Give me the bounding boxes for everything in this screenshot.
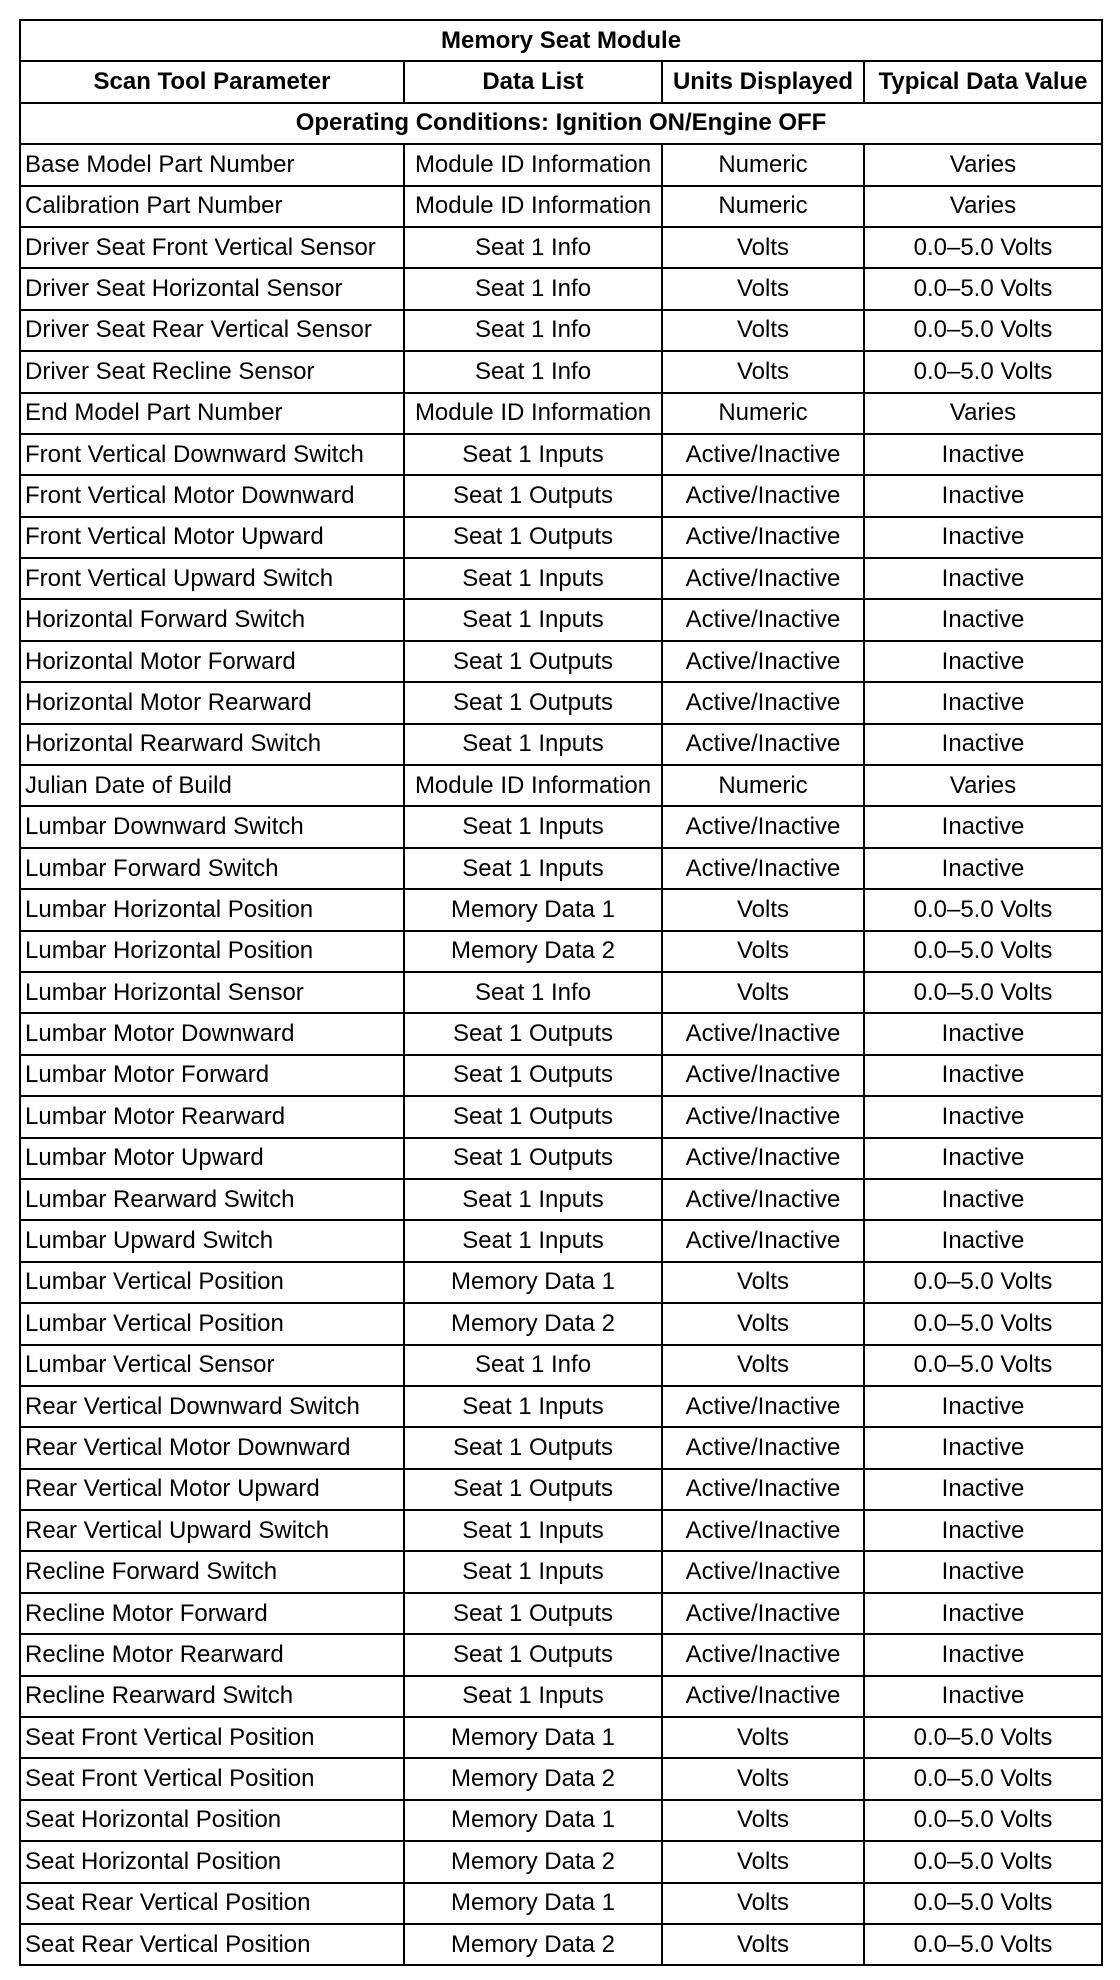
cell-scan-tool-parameter: Driver Seat Horizontal Sensor	[20, 268, 404, 309]
table-row	[20, 1469, 1102, 1510]
cell-units-displayed: Numeric	[662, 393, 864, 434]
cell-data-list: Seat 1 Inputs	[404, 599, 662, 640]
cell-units-displayed: Numeric	[662, 765, 864, 806]
cell-data-list: Seat 1 Inputs	[404, 1386, 662, 1427]
cell-data-list: Memory Data 2	[404, 1758, 662, 1799]
cell-units-displayed: Active/Inactive	[662, 1593, 864, 1634]
table-row	[20, 1096, 1102, 1137]
cell-scan-tool-parameter: Rear Vertical Upward Switch	[20, 1510, 404, 1551]
cell-scan-tool-parameter: Recline Motor Forward	[20, 1593, 404, 1634]
cell-typical-data-value: 0.0–5.0 Volts	[864, 972, 1102, 1013]
memory-seat-data-table	[19, 19, 1103, 1966]
cell-data-list: Seat 1 Inputs	[404, 806, 662, 847]
cell-data-list: Seat 1 Inputs	[404, 434, 662, 475]
cell-typical-data-value: Inactive	[864, 599, 1102, 640]
table-row	[20, 1262, 1102, 1303]
cell-scan-tool-parameter: Lumbar Downward Switch	[20, 806, 404, 847]
cell-typical-data-value: Varies	[864, 393, 1102, 434]
cell-typical-data-value: Inactive	[864, 1634, 1102, 1675]
cell-scan-tool-parameter: Rear Vertical Downward Switch	[20, 1386, 404, 1427]
table-row	[20, 1510, 1102, 1551]
cell-typical-data-value: 0.0–5.0 Volts	[864, 1717, 1102, 1758]
cell-units-displayed: Volts	[662, 1800, 864, 1841]
table-row	[20, 1055, 1102, 1096]
cell-scan-tool-parameter: Seat Rear Vertical Position	[20, 1924, 404, 1965]
cell-data-list: Seat 1 Info	[404, 310, 662, 351]
table-row	[20, 393, 1102, 434]
cell-units-displayed: Numeric	[662, 144, 864, 185]
cell-typical-data-value: 0.0–5.0 Volts	[864, 889, 1102, 930]
cell-units-displayed: Volts	[662, 931, 864, 972]
cell-data-list: Seat 1 Outputs	[404, 1634, 662, 1675]
cell-typical-data-value: Inactive	[864, 1013, 1102, 1054]
cell-scan-tool-parameter: Lumbar Upward Switch	[20, 1220, 404, 1261]
cell-units-displayed: Volts	[662, 1758, 864, 1799]
table-row	[20, 475, 1102, 516]
cell-units-displayed: Active/Inactive	[662, 1096, 864, 1137]
cell-data-list: Seat 1 Info	[404, 351, 662, 392]
cell-data-list: Memory Data 1	[404, 1883, 662, 1924]
cell-units-displayed: Active/Inactive	[662, 1055, 864, 1096]
cell-typical-data-value: 0.0–5.0 Volts	[864, 1924, 1102, 1965]
cell-data-list: Seat 1 Inputs	[404, 724, 662, 765]
cell-scan-tool-parameter: End Model Part Number	[20, 393, 404, 434]
cell-typical-data-value: 0.0–5.0 Volts	[864, 1883, 1102, 1924]
cell-scan-tool-parameter: Seat Front Vertical Position	[20, 1717, 404, 1758]
cell-typical-data-value: 0.0–5.0 Volts	[864, 1262, 1102, 1303]
cell-data-list: Seat 1 Outputs	[404, 475, 662, 516]
cell-typical-data-value: Inactive	[864, 1055, 1102, 1096]
cell-units-displayed: Active/Inactive	[662, 1179, 864, 1220]
section-row	[20, 103, 1102, 144]
cell-data-list: Memory Data 1	[404, 1800, 662, 1841]
table-row	[20, 558, 1102, 599]
cell-typical-data-value: Inactive	[864, 641, 1102, 682]
cell-data-list: Seat 1 Info	[404, 972, 662, 1013]
cell-units-displayed: Volts	[662, 972, 864, 1013]
cell-scan-tool-parameter: Front Vertical Motor Upward	[20, 517, 404, 558]
cell-data-list: Seat 1 Outputs	[404, 682, 662, 723]
cell-scan-tool-parameter: Lumbar Horizontal Sensor	[20, 972, 404, 1013]
table-row	[20, 1924, 1102, 1965]
cell-scan-tool-parameter: Rear Vertical Motor Downward	[20, 1427, 404, 1468]
table-row	[20, 1345, 1102, 1386]
table-row	[20, 1676, 1102, 1717]
table-body	[20, 144, 1102, 1965]
table-row	[20, 1717, 1102, 1758]
cell-units-displayed: Active/Inactive	[662, 1427, 864, 1468]
cell-data-list: Module ID Information	[404, 144, 662, 185]
cell-data-list: Module ID Information	[404, 765, 662, 806]
cell-typical-data-value: 0.0–5.0 Volts	[864, 310, 1102, 351]
cell-data-list: Seat 1 Outputs	[404, 1138, 662, 1179]
table-row	[20, 1634, 1102, 1675]
cell-scan-tool-parameter: Rear Vertical Motor Upward	[20, 1469, 404, 1510]
table-title: Memory Seat Module	[20, 20, 1102, 61]
cell-units-displayed: Active/Inactive	[662, 1138, 864, 1179]
title-row	[20, 20, 1102, 61]
cell-units-displayed: Volts	[662, 351, 864, 392]
cell-units-displayed: Active/Inactive	[662, 558, 864, 599]
cell-scan-tool-parameter: Front Vertical Upward Switch	[20, 558, 404, 599]
table-row	[20, 351, 1102, 392]
table-row	[20, 434, 1102, 475]
cell-typical-data-value: Inactive	[864, 1096, 1102, 1137]
cell-data-list: Seat 1 Outputs	[404, 1096, 662, 1137]
table-row	[20, 1551, 1102, 1592]
cell-units-displayed: Volts	[662, 1883, 864, 1924]
cell-units-displayed: Active/Inactive	[662, 682, 864, 723]
cell-scan-tool-parameter: Lumbar Horizontal Position	[20, 931, 404, 972]
cell-scan-tool-parameter: Lumbar Motor Downward	[20, 1013, 404, 1054]
cell-typical-data-value: Inactive	[864, 1179, 1102, 1220]
cell-data-list: Seat 1 Outputs	[404, 1055, 662, 1096]
cell-units-displayed: Active/Inactive	[662, 806, 864, 847]
cell-typical-data-value: Inactive	[864, 558, 1102, 599]
table-row	[20, 227, 1102, 268]
table-row	[20, 641, 1102, 682]
table-row	[20, 1427, 1102, 1468]
table-row	[20, 144, 1102, 185]
cell-scan-tool-parameter: Front Vertical Motor Downward	[20, 475, 404, 516]
cell-data-list: Seat 1 Inputs	[404, 848, 662, 889]
cell-data-list: Seat 1 Outputs	[404, 641, 662, 682]
cell-data-list: Memory Data 1	[404, 1717, 662, 1758]
table-row	[20, 1220, 1102, 1261]
cell-data-list: Module ID Information	[404, 186, 662, 227]
cell-typical-data-value: 0.0–5.0 Volts	[864, 1841, 1102, 1882]
cell-units-displayed: Active/Inactive	[662, 1013, 864, 1054]
cell-scan-tool-parameter: Driver Seat Front Vertical Sensor	[20, 227, 404, 268]
cell-scan-tool-parameter: Lumbar Vertical Position	[20, 1303, 404, 1344]
cell-units-displayed: Volts	[662, 889, 864, 930]
cell-scan-tool-parameter: Seat Horizontal Position	[20, 1800, 404, 1841]
cell-data-list: Memory Data 2	[404, 1841, 662, 1882]
cell-scan-tool-parameter: Seat Front Vertical Position	[20, 1758, 404, 1799]
cell-units-displayed: Volts	[662, 1717, 864, 1758]
cell-units-displayed: Active/Inactive	[662, 1469, 864, 1510]
cell-data-list: Module ID Information	[404, 393, 662, 434]
cell-data-list: Seat 1 Outputs	[404, 1469, 662, 1510]
table-row	[20, 1386, 1102, 1427]
cell-typical-data-value: Inactive	[864, 1551, 1102, 1592]
cell-data-list: Seat 1 Inputs	[404, 1179, 662, 1220]
table-row	[20, 1800, 1102, 1841]
cell-units-displayed: Volts	[662, 227, 864, 268]
table-row	[20, 310, 1102, 351]
cell-data-list: Seat 1 Inputs	[404, 1551, 662, 1592]
cell-scan-tool-parameter: Horizontal Motor Forward	[20, 641, 404, 682]
cell-typical-data-value: 0.0–5.0 Volts	[864, 1758, 1102, 1799]
cell-scan-tool-parameter: Lumbar Vertical Sensor	[20, 1345, 404, 1386]
table-row	[20, 1138, 1102, 1179]
cell-data-list: Seat 1 Info	[404, 227, 662, 268]
table-row	[20, 1883, 1102, 1924]
cell-units-displayed: Active/Inactive	[662, 1386, 864, 1427]
cell-data-list: Seat 1 Info	[404, 1345, 662, 1386]
cell-typical-data-value: Inactive	[864, 1510, 1102, 1551]
cell-data-list: Memory Data 1	[404, 889, 662, 930]
cell-units-displayed: Volts	[662, 310, 864, 351]
cell-scan-tool-parameter: Driver Seat Recline Sensor	[20, 351, 404, 392]
header-typical-data-value: Typical Data Value	[864, 61, 1102, 102]
cell-data-list: Memory Data 2	[404, 1924, 662, 1965]
cell-units-displayed: Active/Inactive	[662, 848, 864, 889]
header-units-displayed: Units Displayed	[662, 61, 864, 102]
cell-scan-tool-parameter: Lumbar Horizontal Position	[20, 889, 404, 930]
cell-typical-data-value: 0.0–5.0 Volts	[864, 931, 1102, 972]
cell-typical-data-value: 0.0–5.0 Volts	[864, 1303, 1102, 1344]
table-row	[20, 1758, 1102, 1799]
cell-typical-data-value: 0.0–5.0 Volts	[864, 351, 1102, 392]
table-row	[20, 1303, 1102, 1344]
cell-units-displayed: Volts	[662, 1303, 864, 1344]
cell-typical-data-value: 0.0–5.0 Volts	[864, 1800, 1102, 1841]
table-row	[20, 682, 1102, 723]
cell-scan-tool-parameter: Lumbar Rearward Switch	[20, 1179, 404, 1220]
cell-typical-data-value: Varies	[864, 144, 1102, 185]
cell-scan-tool-parameter: Horizontal Motor Rearward	[20, 682, 404, 723]
cell-units-displayed: Volts	[662, 1924, 864, 1965]
header-data-list: Data List	[404, 61, 662, 102]
table-row	[20, 848, 1102, 889]
cell-typical-data-value: Inactive	[864, 475, 1102, 516]
cell-typical-data-value: Inactive	[864, 682, 1102, 723]
cell-data-list: Seat 1 Outputs	[404, 517, 662, 558]
cell-data-list: Seat 1 Outputs	[404, 1593, 662, 1634]
cell-units-displayed: Active/Inactive	[662, 1676, 864, 1717]
cell-data-list: Memory Data 2	[404, 931, 662, 972]
cell-data-list: Seat 1 Inputs	[404, 1510, 662, 1551]
cell-scan-tool-parameter: Lumbar Vertical Position	[20, 1262, 404, 1303]
table-row	[20, 517, 1102, 558]
cell-units-displayed: Volts	[662, 1345, 864, 1386]
cell-data-list: Seat 1 Outputs	[404, 1013, 662, 1054]
table-row	[20, 268, 1102, 309]
cell-units-displayed: Active/Inactive	[662, 1551, 864, 1592]
cell-typical-data-value: Varies	[864, 186, 1102, 227]
cell-typical-data-value: Varies	[864, 765, 1102, 806]
cell-units-displayed: Active/Inactive	[662, 434, 864, 475]
cell-scan-tool-parameter: Recline Forward Switch	[20, 1551, 404, 1592]
cell-scan-tool-parameter: Lumbar Motor Upward	[20, 1138, 404, 1179]
table-row	[20, 889, 1102, 930]
cell-units-displayed: Active/Inactive	[662, 724, 864, 765]
cell-scan-tool-parameter: Front Vertical Downward Switch	[20, 434, 404, 475]
table-row	[20, 972, 1102, 1013]
table-row	[20, 1593, 1102, 1634]
cell-data-list: Seat 1 Inputs	[404, 1676, 662, 1717]
cell-typical-data-value: Inactive	[864, 1427, 1102, 1468]
table-row	[20, 1179, 1102, 1220]
table-row	[20, 186, 1102, 227]
cell-units-displayed: Volts	[662, 1841, 864, 1882]
header-scan-tool-parameter: Scan Tool Parameter	[20, 61, 404, 102]
cell-scan-tool-parameter: Seat Rear Vertical Position	[20, 1883, 404, 1924]
cell-typical-data-value: Inactive	[864, 1220, 1102, 1261]
table-row	[20, 806, 1102, 847]
cell-typical-data-value: Inactive	[864, 1469, 1102, 1510]
cell-scan-tool-parameter: Driver Seat Rear Vertical Sensor	[20, 310, 404, 351]
cell-typical-data-value: 0.0–5.0 Volts	[864, 1345, 1102, 1386]
cell-units-displayed: Volts	[662, 1262, 864, 1303]
cell-typical-data-value: Inactive	[864, 1676, 1102, 1717]
table-row	[20, 765, 1102, 806]
cell-units-displayed: Numeric	[662, 186, 864, 227]
table-row	[20, 1013, 1102, 1054]
cell-typical-data-value: Inactive	[864, 1386, 1102, 1427]
cell-scan-tool-parameter: Horizontal Rearward Switch	[20, 724, 404, 765]
cell-scan-tool-parameter: Calibration Part Number	[20, 186, 404, 227]
cell-typical-data-value: Inactive	[864, 1138, 1102, 1179]
cell-typical-data-value: Inactive	[864, 1593, 1102, 1634]
cell-typical-data-value: Inactive	[864, 517, 1102, 558]
cell-units-displayed: Active/Inactive	[662, 599, 864, 640]
cell-data-list: Seat 1 Inputs	[404, 558, 662, 599]
cell-typical-data-value: Inactive	[864, 806, 1102, 847]
cell-data-list: Seat 1 Outputs	[404, 1427, 662, 1468]
cell-typical-data-value: Inactive	[864, 434, 1102, 475]
cell-units-displayed: Active/Inactive	[662, 641, 864, 682]
cell-units-displayed: Active/Inactive	[662, 1220, 864, 1261]
cell-typical-data-value: 0.0–5.0 Volts	[864, 227, 1102, 268]
cell-typical-data-value: 0.0–5.0 Volts	[864, 268, 1102, 309]
cell-scan-tool-parameter: Lumbar Forward Switch	[20, 848, 404, 889]
cell-typical-data-value: Inactive	[864, 724, 1102, 765]
header-row	[20, 61, 1102, 102]
cell-scan-tool-parameter: Julian Date of Build	[20, 765, 404, 806]
cell-units-displayed: Active/Inactive	[662, 517, 864, 558]
cell-data-list: Memory Data 1	[404, 1262, 662, 1303]
cell-units-displayed: Volts	[662, 268, 864, 309]
table-row	[20, 931, 1102, 972]
table-row	[20, 599, 1102, 640]
cell-scan-tool-parameter: Recline Motor Rearward	[20, 1634, 404, 1675]
cell-units-displayed: Active/Inactive	[662, 475, 864, 516]
cell-scan-tool-parameter: Recline Rearward Switch	[20, 1676, 404, 1717]
table-row	[20, 724, 1102, 765]
cell-data-list: Memory Data 2	[404, 1303, 662, 1344]
cell-scan-tool-parameter: Lumbar Motor Rearward	[20, 1096, 404, 1137]
cell-units-displayed: Active/Inactive	[662, 1510, 864, 1551]
cell-data-list: Seat 1 Info	[404, 268, 662, 309]
cell-data-list: Seat 1 Inputs	[404, 1220, 662, 1261]
cell-units-displayed: Active/Inactive	[662, 1634, 864, 1675]
cell-scan-tool-parameter: Seat Horizontal Position	[20, 1841, 404, 1882]
cell-typical-data-value: Inactive	[864, 848, 1102, 889]
cell-scan-tool-parameter: Base Model Part Number	[20, 144, 404, 185]
operating-conditions-heading: Operating Conditions: Ignition ON/Engine OFF	[20, 103, 1102, 144]
table-row	[20, 1841, 1102, 1882]
cell-scan-tool-parameter: Horizontal Forward Switch	[20, 599, 404, 640]
cell-scan-tool-parameter: Lumbar Motor Forward	[20, 1055, 404, 1096]
